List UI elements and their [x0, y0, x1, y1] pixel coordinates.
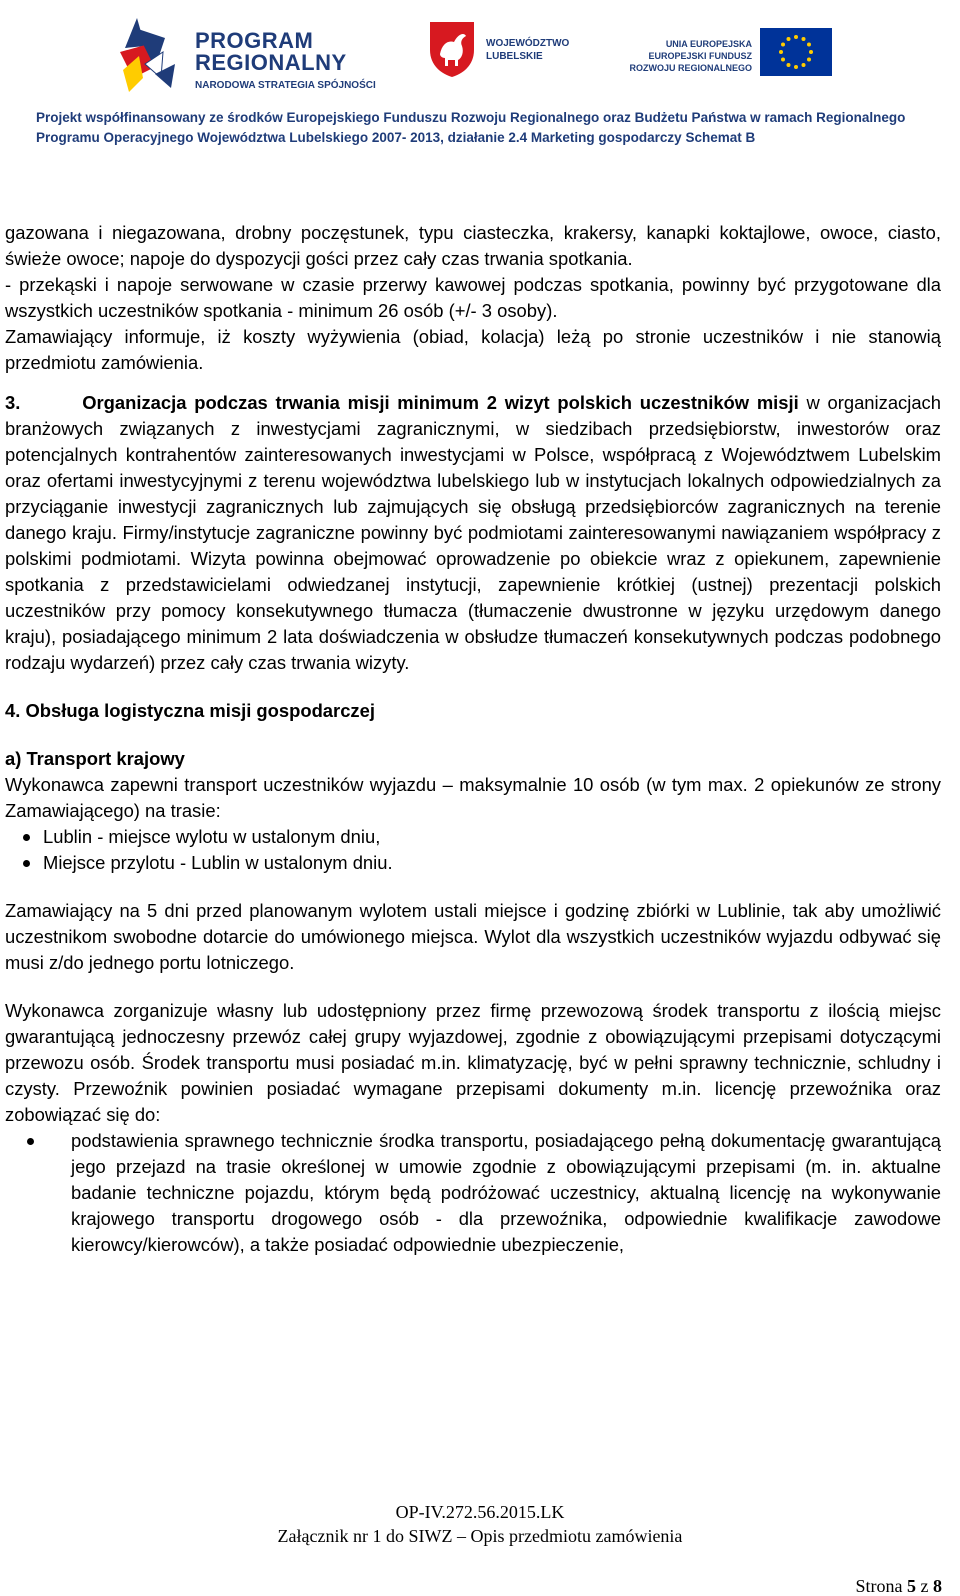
logo-eu-line3: ROZWOJU REGIONALNEGO — [629, 63, 752, 73]
wojewodztwo-lubelskie-logo — [428, 20, 588, 80]
bullet-icon — [5, 850, 43, 876]
bullet-icon — [5, 1128, 71, 1258]
page-current: 5 — [907, 1576, 916, 1596]
paragraph-snacks: - przekąski i napoje serwowane w czasie przerwy kawowej podczas spotkania, powinny być przygotowane dla wszystkich uczestników spotkania - minimum 26 osób (+/- 3 osoby). — [5, 274, 941, 321]
section-3 — [5, 390, 941, 676]
page-total: 8 — [933, 1576, 942, 1596]
eu-star-icon — [807, 58, 811, 62]
list-item: Lublin - miejsce wylotu w ustalonym dniu, — [5, 824, 941, 850]
transport-intro: Wykonawca zapewni transport uczestników wyjazdu – maksymalnie 10 osób (w tym max. 2 opiekunów ze strony Zamawiającego) na trasie: — [5, 774, 941, 821]
eu-star-icon — [794, 65, 798, 69]
page-label: Strona — [855, 1576, 903, 1596]
section-a-heading: a) Transport krajowy — [5, 748, 185, 769]
eu-star-icon — [807, 43, 811, 47]
footer-reference: OP-IV.272.56.2015.LK — [395, 1502, 565, 1522]
obligations-list — [5, 1128, 941, 1258]
logo-program-line2: REGIONALNY — [195, 50, 347, 75]
section-3-number: 3. — [5, 392, 21, 413]
logo-lubelskie-line1: WOJEWÓDZTWO — [486, 38, 570, 49]
paragraph-transport-requirements: Wykonawca zorganizuje własny lub udostępniony przez firmę przewozową środek transportu z ilością miejsc gwarantującą jednoczesny przewóz całej grupy wyjazdowej, zgodnie z obowiązującymi przepisami dotyczącymi przewozu osób. Środek transportu musi posiadać m.in. klimatyzację, być w pełni sprawny technicznie, schludny i czysty. Przewoźnik powinien posiadać wymagane przepisami dokumenty m.in. licencję przewoźnika oraz zobowiązać się do: — [5, 1000, 941, 1125]
eu-star-icon — [809, 50, 813, 54]
document-footer — [0, 1500, 960, 1548]
project-cofinancing-note — [36, 108, 936, 148]
list-item: podstawienia sprawnego technicznie środka transportu, posiadającego pełną dokumentację gwarantującą jego przejazd na trasie określonej w umowie zgodnie z obowiązującymi przepisami (m. in. aktualne badanie techniczne pojazdu, którym będą podróżować uczestnicy, aktualną licencję na wykonywanie krajowego transportu drogowego osób - dla przewoźnika, odpowiednie kwalifikacje zawodowe kierowcy/kierowców), a także posiadać odpowiednie ubezpieczenie, — [5, 1128, 941, 1258]
eu-star-icon — [781, 43, 785, 47]
logo-eu-line1: UNIA EUROPEJSKA — [665, 39, 752, 49]
coat-of-arms-icon — [428, 20, 476, 78]
paragraph-meal-costs: Zamawiający informuje, iż koszty wyżywienia (obiad, kolacja) leżą po stronie uczestników i nie stanowią przedmiotu zamówienia. — [5, 326, 941, 373]
eu-logo — [612, 22, 852, 82]
eu-star-icon — [802, 37, 806, 41]
section-3-heading: Organizacja podczas trwania misji minimum 2 wizyt polskich uczestników misji — [82, 392, 799, 413]
page-number — [856, 1576, 943, 1596]
logo-eu-line2: EUROPEJSKI FUNDUSZ — [648, 51, 752, 61]
page-of: z — [920, 1576, 929, 1596]
logo-program-line1: PROGRAM — [195, 28, 314, 53]
eu-flag-icon — [760, 28, 832, 76]
section-3-text: w organizacjach branżowych związanych z inwestycjami zagranicznymi, w siedzibach przedsiębiorstw, inwestorów oraz potencjalnych kontrahentów zainteresowanych inwestycjami w Polsce, współpracą z Województwem Lubelskim oraz ofertami inwestycyjnymi z terenu województwa lubelskiego lub w instytucjach lokalnych odpowiedzialnych za przyciąganie inwestycji zagranicznych lub zajmujących się obsługą przedsiębiorców zagranicznych na terenie danego kraju. Firmy/instytucje zagraniczne powinny być podmiotami zainteresowanymi nawiązaniem współpracy z polskimi podmiotami. Wizyta powinna obejmować oprowadzenie po obiekcie wraz z opiekunem, zapewnienie spotkania z przedstawicielami odwiedzanej instytucji, zapewnienie krótkiej (ustnej) prezentacji polskich uczestników przy pomocy konsekutywnego tłumacza (tłumaczenie dwustronne w języku urzędowym danego kraju), posiadającego minimum 2 lata doświadczenia w obsłudze tłumaczeń konsekutywnych podczas podobnego rodzaju wydarzeń) przez cały czas trwania wizyty. — [5, 392, 941, 673]
document-body — [5, 220, 941, 1258]
route-list — [5, 824, 941, 876]
paragraph-catering: gazowana i niegazowana, drobny poczęstunek, typu ciasteczka, krakersy, kanapki koktajlowe, owoce, ciasto, świeże owoce; napoje do dyspozycji gości przez cały czas trwania spotkania. — [5, 222, 941, 269]
paragraph-meeting-point: Zamawiający na 5 dni przed planowanym wylotem ustali miejsce i godzinę zbiórki w Lublinie, tak aby umożliwić uczestnikom swobodne dotarcie do umówionego miejsca. Wylot dla wszystkich uczestników wyjazdu odbywać się musi z/do jednego portu lotniczego. — [5, 900, 941, 973]
program-regionalny-logo — [115, 8, 395, 94]
eu-star-icon — [787, 37, 791, 41]
project-line-2: Programu Operacyjnego Województwa Lubelskiego 2007- 2013, działanie 2.4 Marketing gospodarczy Schemat B — [36, 130, 756, 145]
stars-logo-icon — [115, 8, 205, 94]
eu-star-icon — [787, 63, 791, 67]
eu-star-icon — [781, 58, 785, 62]
list-item: Miejsce przylotu - Lublin w ustalonym dniu. — [5, 850, 941, 876]
eu-star-icon — [802, 63, 806, 67]
eu-star-icon — [794, 35, 798, 39]
section-4-heading: 4. Obsługa logistyczna misji gospodarczej — [5, 700, 375, 721]
eu-star-icon — [779, 50, 783, 54]
bullet-icon — [5, 824, 43, 850]
project-line-1: Projekt współfinansowany ze środków Europejskiego Funduszu Rozwoju Regionalnego oraz Budżetu Państwa w ramach Regionalnego — [36, 110, 906, 125]
logo-program-line3: NARODOWA STRATEGIA SPÓJNOŚCI — [195, 80, 376, 91]
logo-lubelskie-line2: LUBELSKIE — [486, 51, 543, 62]
footer-attachment: Załącznik nr 1 do SIWZ – Opis przedmiotu zamówienia — [277, 1526, 683, 1546]
document-header — [0, 0, 960, 145]
